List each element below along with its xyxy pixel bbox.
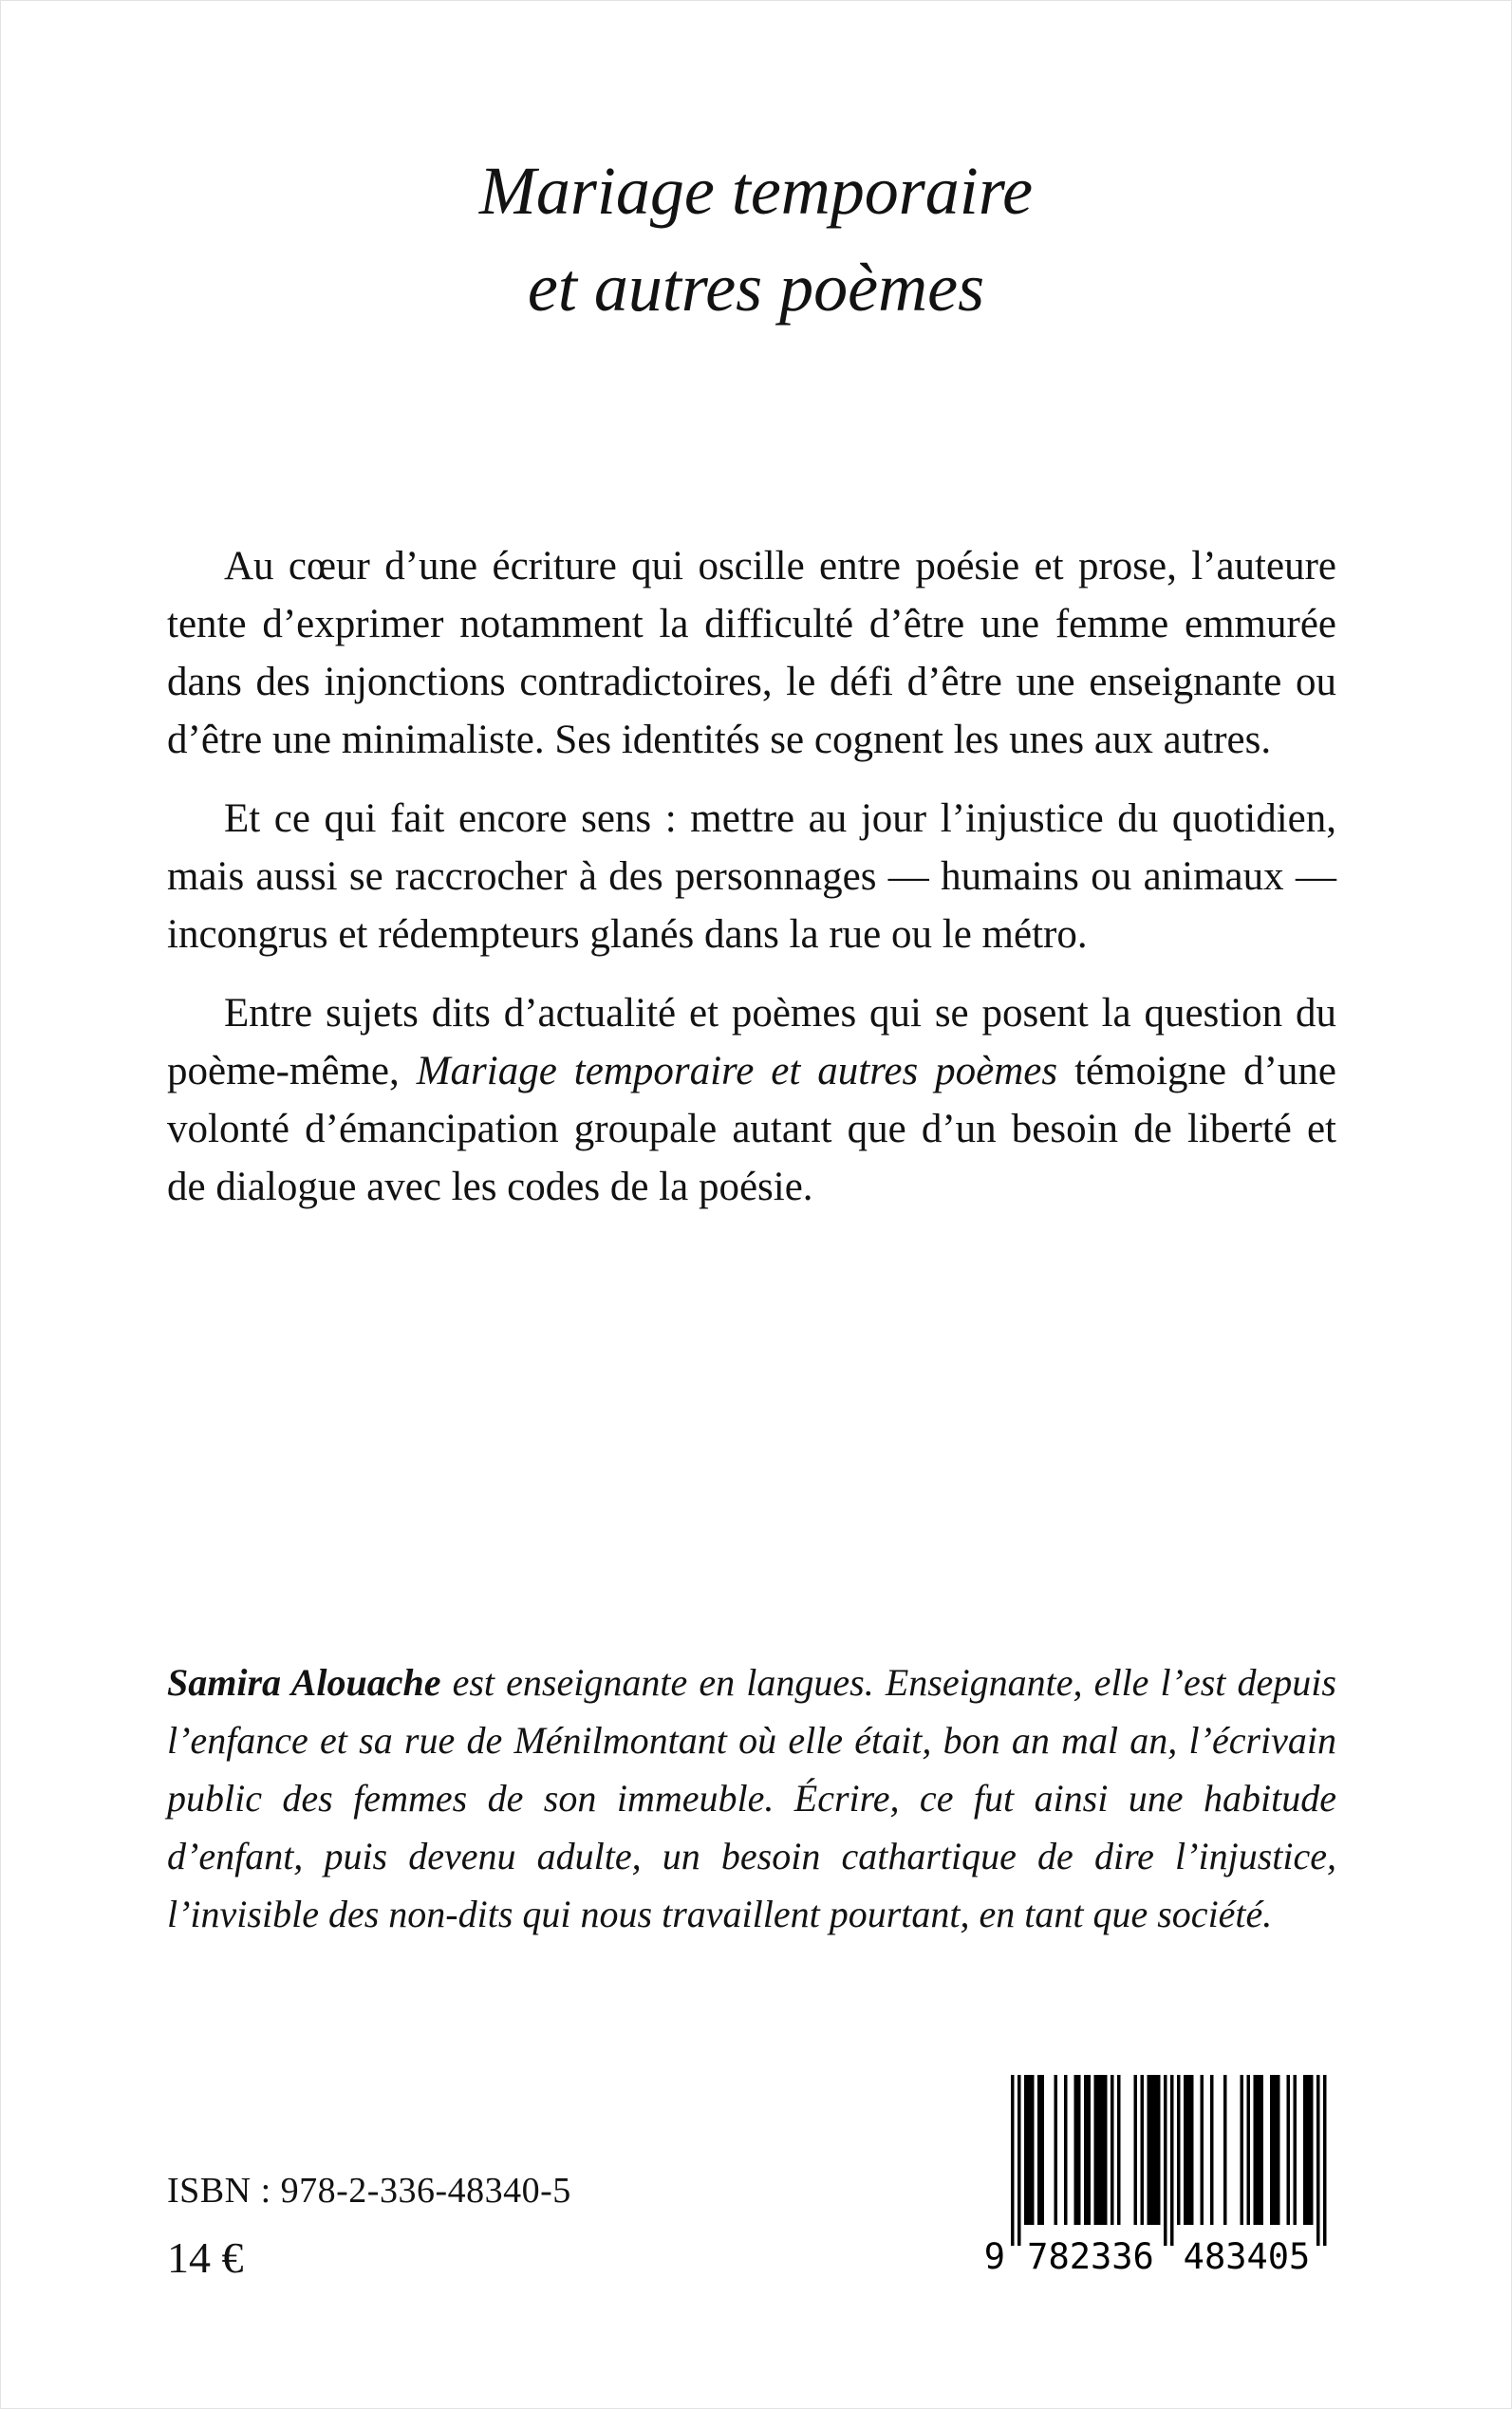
- book-title: [0, 142, 1512, 336]
- title-line-2: et autres poèmes: [527, 250, 985, 326]
- paragraph3-before: Entre sujets dits d’actualité et poèmes qui se posent la question du poème-même,: [167, 991, 1336, 1093]
- author-bio: [167, 1653, 1336, 1943]
- paragraph3-after: témoigne d’une volonté d’émancipation groupale autant que d’un besoin de liberté et de dialogue avec les codes de la poésie.: [167, 1049, 1336, 1209]
- synopsis-paragraph-1: Au cœur d’une écriture qui oscille entre poésie et prose, l’auteure tente d’exprimer notamment la difficulté d’être une femme emmurée dans des injonctions contradictoires, le défi d’être une enseignante ou d’être une minimaliste. Ses identités se cognent les unes aux autres.: [167, 544, 1336, 762]
- author-name: Samira Alouache: [167, 1661, 441, 1704]
- paragraph3-book-title: Mariage temporaire et autres poèmes: [416, 1049, 1058, 1093]
- svg-text:9: 9: [983, 2236, 1005, 2274]
- author-bio-text: est enseignante en langues. Enseignante, elle l’est depuis l’enfance et sa rue de Ménilmontant où elle était, bon an mal an, l’écrivain public des femmes de son immeuble. Écrire, ce fut ainsi une habitude d’enfant, puis devenu adulte, un besoin cathartique de dire l’injustice, l’invisible des non-dits qui nous travaillent pourtant, en tant que société.: [167, 1661, 1336, 1935]
- barcode: [980, 2075, 1336, 2279]
- synopsis-paragraph-3: [167, 984, 1336, 1216]
- svg-text:782336: 782336: [1026, 2236, 1154, 2274]
- svg-text:483405: 483405: [1183, 2236, 1310, 2274]
- title-line-1: Mariage temporaire: [478, 153, 1034, 229]
- synopsis: [167, 537, 1336, 1237]
- isbn-label: ISBN : 978-2-336-48340-5: [167, 2171, 571, 2211]
- price-label: 14 €: [167, 2233, 244, 2282]
- synopsis-paragraph-2: Et ce qui fait encore sens : mettre au jour l’injustice du quotidien, mais aussi se raccrocher à des personnages — humains ou animaux — incongrus et rédempteurs glanés dans la rue ou le métro.: [167, 796, 1336, 957]
